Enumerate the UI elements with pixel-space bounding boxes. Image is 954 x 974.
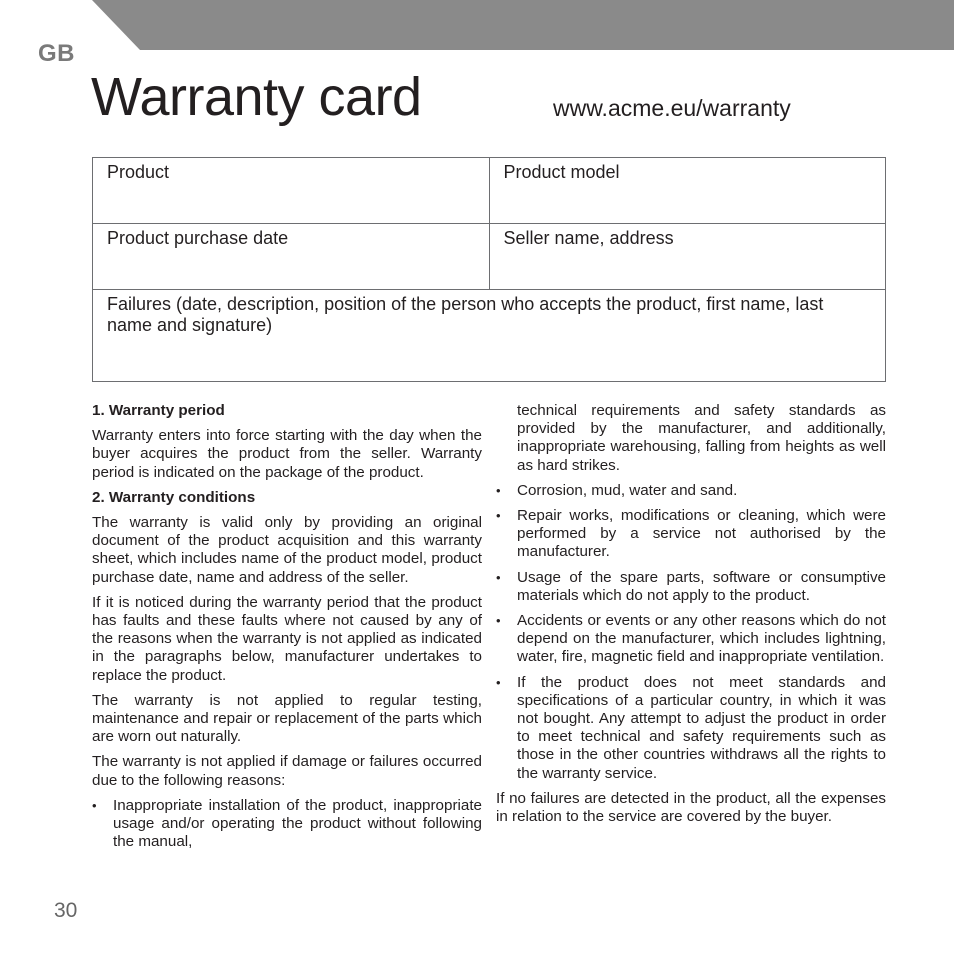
seller-field[interactable]: Seller name, address bbox=[489, 224, 886, 290]
exclusion-list bbox=[496, 482, 886, 783]
product-model-field[interactable]: Product model bbox=[489, 158, 886, 224]
purchase-date-field[interactable]: Product purchase date bbox=[93, 224, 490, 290]
page-title: Warranty card bbox=[91, 67, 422, 127]
paragraph: If no failures are detected in the product, all the expenses in relation to the service are covered by the buyer. bbox=[496, 789, 886, 826]
list-item: • Accidents or events or any other reasons which do not depend on the manufacturer, which includes lightning, water, fire, magnetic field and inappropriate ventilation. bbox=[496, 612, 886, 667]
list-item: • Inappropriate installation of the product, inappropriate usage and/or operating the product without following the manual, bbox=[92, 797, 482, 852]
section-heading: 1. Warranty period bbox=[92, 402, 225, 419]
paragraph: The warranty is not applied if damage or failures occurred due to the following reasons: bbox=[92, 753, 482, 789]
list-item: • If the product does not meet standards and specifications of a particular country, in which it was not bought. Any attempt to adjust the product in order to meet technical and safety requirements such as those in the other countries withdraws all the rights to the warranty service. bbox=[496, 674, 886, 783]
list-item: • Repair works, modifications or cleaning, which were performed by a service not authorised by the manufacturer. bbox=[496, 507, 886, 562]
paragraph: The warranty is valid only by providing an original document of the product acquisition and this warranty sheet, which includes name of the product model, product purchase date, name and address of the seller. bbox=[92, 514, 482, 586]
exclusion-list bbox=[92, 797, 482, 852]
right-text-column bbox=[496, 402, 886, 833]
failures-field[interactable]: Failures (date, description, position of the person who accepts the product, first name, last name and signature) bbox=[93, 290, 886, 382]
page-number: 30 bbox=[54, 899, 78, 922]
language-tag: GB bbox=[38, 40, 75, 67]
paragraph: Warranty enters into force starting with the day when the buyer acquires the product from the seller. Warranty period is indicated on the package of the product. bbox=[92, 427, 482, 481]
list-item: • Corrosion, mud, water and sand. bbox=[496, 482, 886, 500]
section-heading: 2. Warranty conditions bbox=[92, 488, 256, 506]
warranty-form-table bbox=[92, 157, 886, 382]
product-field[interactable]: Product bbox=[93, 158, 490, 224]
list-item-continuation: technical requirements and safety standards as provided by the manufacturer, and additionally, inappropriate warehousing, falling from heights as well as hard strikes. bbox=[517, 402, 886, 474]
paragraph: If it is noticed during the warranty period that the product has faults and these faults where not caused by any of the reasons when the warranty is not applied as indicated in the paragraphs below, manufacturer undertakes to replace the product. bbox=[92, 593, 482, 684]
list-item: • Usage of the spare parts, software or consumptive materials which do not apply to the product. bbox=[496, 569, 886, 605]
left-text-column bbox=[92, 402, 482, 858]
paragraph: The warranty is not applied to regular testing, maintenance and repair or replacement of the parts which are worn out naturally. bbox=[92, 691, 482, 746]
header-band bbox=[0, 0, 954, 50]
warranty-url: www.acme.eu/warranty bbox=[553, 95, 791, 121]
